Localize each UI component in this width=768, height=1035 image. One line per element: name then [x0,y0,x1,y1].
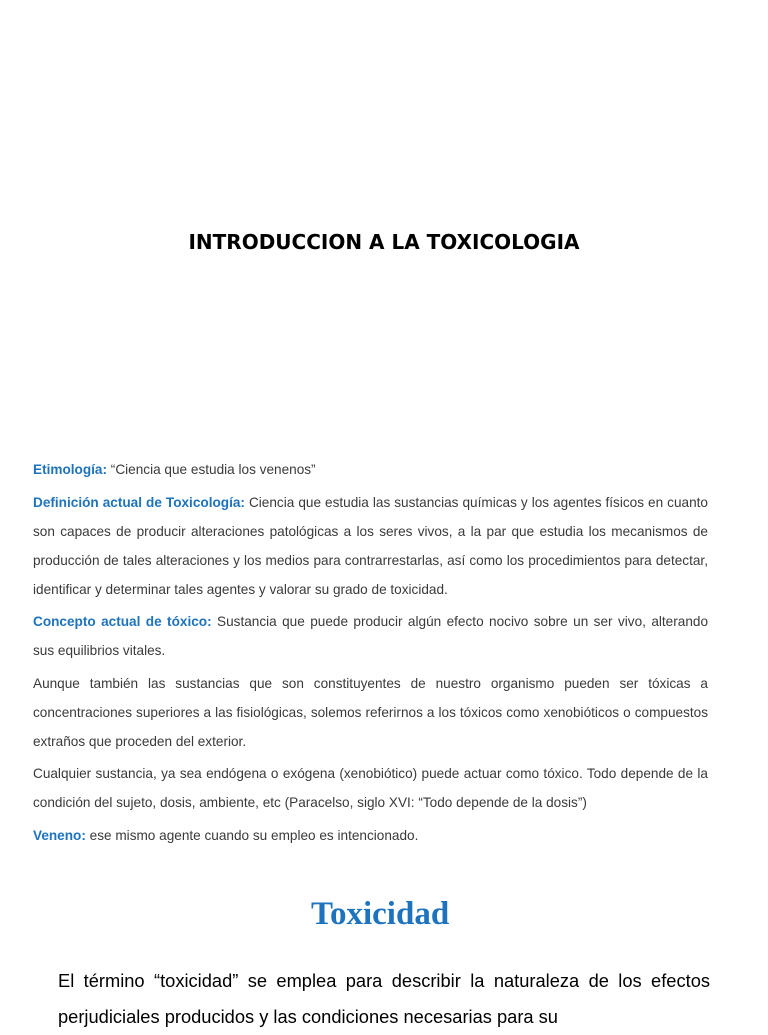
paragraph-text: “Ciencia que estudia los venenos” [107,462,316,477]
section-text [58,963,710,1035]
page-title: INTRODUCCION A LA TOXICOLOGIA [188,230,580,255]
paragraph-text: Ciencia que estudia las sustancias químicas y los agentes físicos en cuanto son capaces de producir alteraciones patológicas a los seres vivos, a la par que estudia los mecanismos de producción de tales alteraciones y los medios para contrarrestarlas, así como los procedimientos para detectar, identificar y determinar tales agentes y valorar su grado de toxicidad. [33,494,708,597]
section-heading: Toxicidad [311,896,450,933]
term-label: Definición actual de Toxicología: [33,494,245,510]
intro-text [33,455,708,853]
term-label: Etimología: [33,462,108,477]
term-label: Veneno: [33,827,86,843]
paragraph-text: Sustancia que puede producir algún efecto nocivo sobre un ser vivo, alterando sus equilibrios vitales. [33,614,709,658]
paragraph-definition [33,488,708,604]
paragraph-xenobiotics: Aunque también las sustancias que son constituyentes de nuestro organismo pueden ser tóxicas a concentraciones superiores a las fisiológicas, solemos referirnos a los tóxicos como xenobióticos o compuestos extraños que proceden del exterior. [33,675,708,749]
paragraph-etymology [33,455,708,484]
paragraph-toxicity: El término “toxicidad” se emplea para describir la naturaleza de los efectos perjudiciales producidos y las condiciones necesarias para su [58,970,710,1027]
paragraph-paracelsus: Cualquier sustancia, ya sea endógena o exógena (xenobiótico) puede actuar como tóxico. Todo depende de la condición del sujeto, dosis, ambiente, etc (Paracelso, siglo XVI: “Todo depende de la dosis”) [33,766,708,810]
paragraph-toxic-concept [33,607,708,665]
paragraph-poison [33,821,708,850]
term-label: Concepto actual de tóxico: [33,614,212,629]
paragraph-text: ese mismo agente cuando su empleo es intencionado. [85,827,419,843]
